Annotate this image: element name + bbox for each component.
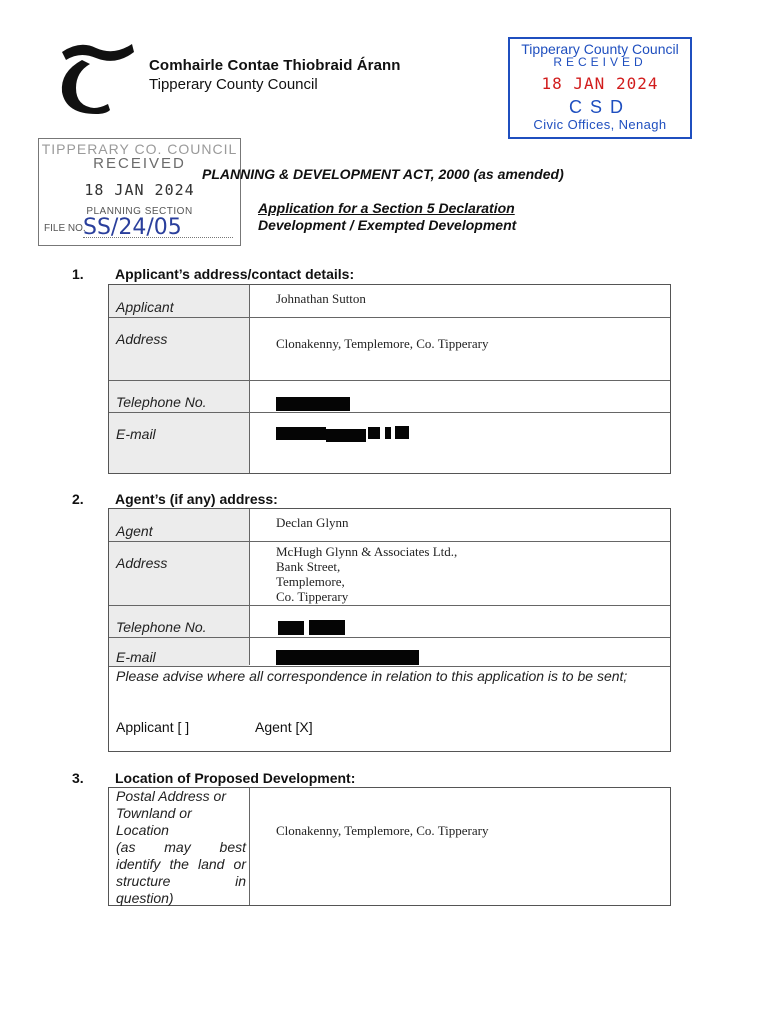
- stamp-location: Civic Offices, Nenagh: [533, 117, 667, 132]
- stamp-file-label: FILE NO.: [44, 223, 86, 234]
- council-name-irish: Comhairle Contae Thiobraid Árann: [149, 57, 401, 74]
- email-redaction: [395, 426, 409, 439]
- applicant-details-table: [108, 284, 671, 474]
- location-label-line: structure in: [116, 873, 246, 889]
- location-table: [108, 787, 671, 906]
- agent-address-label: Address: [116, 555, 168, 571]
- stamp-received: RECEIVED: [553, 55, 647, 69]
- applicant-value: Johnathan Sutton: [276, 291, 366, 306]
- agent-address-value: [276, 544, 457, 604]
- location-value: Clonakenny, Templemore, Co. Tipperary: [276, 823, 489, 838]
- stamp-org: Tipperary County Council: [521, 41, 679, 57]
- received-stamp-planning: [38, 138, 241, 246]
- received-stamp-council: [508, 37, 692, 139]
- agent-email-label: E-mail: [116, 649, 156, 665]
- section-1-title: Applicant’s address/contact details:: [115, 266, 355, 282]
- location-label-line: Location: [116, 822, 169, 838]
- section-2-number: 2.: [72, 491, 84, 507]
- email-redaction: [368, 427, 380, 439]
- application-title: Application for a Section 5 Declaration: [258, 200, 515, 216]
- section-2-title: Agent’s (if any) address:: [115, 491, 278, 507]
- option-agent[interactable]: Agent [X]: [255, 719, 313, 735]
- email-redaction: [276, 427, 326, 440]
- section-3-title: Location of Proposed Development:: [115, 770, 356, 786]
- stamp-date: 18 JAN 2024: [84, 181, 195, 199]
- address-value: Clonakenny, Templemore, Co. Tipperary: [276, 336, 489, 351]
- act-title: PLANNING & DEVELOPMENT ACT, 2000 (as amended): [202, 166, 564, 182]
- stamp-received: RECEIVED: [93, 155, 186, 172]
- agent-address-line: Bank Street,: [276, 559, 341, 574]
- stamp-section: PLANNING SECTION: [86, 206, 193, 217]
- telephone-label: Telephone No.: [116, 394, 207, 410]
- agent-address-line: Templemore,: [276, 574, 345, 589]
- applicant-label: Applicant: [116, 299, 174, 315]
- agent-value: Declan Glynn: [276, 515, 349, 530]
- council-logo-icon: [52, 38, 140, 118]
- location-label-line: (as may best: [116, 839, 246, 855]
- section-1-number: 1.: [72, 266, 84, 282]
- option-applicant[interactable]: Applicant [ ]: [116, 719, 190, 735]
- agent-label: Agent: [116, 523, 153, 539]
- application-subtitle: Development / Exempted Development: [258, 217, 517, 233]
- email-label: E-mail: [116, 426, 156, 442]
- agent-details-table: [108, 508, 671, 752]
- address-label: Address: [116, 331, 168, 347]
- agent-address-line: McHugh Glynn & Associates Ltd.,: [276, 544, 458, 559]
- location-label-line: question): [116, 890, 174, 906]
- agent-address-line: Co. Tipperary: [276, 589, 349, 604]
- section-3-number: 3.: [72, 770, 84, 786]
- stamp-org: TIPPERARY CO. COUNCIL: [41, 141, 238, 157]
- correspondence-instruction: Please advise where all correspondence in relation to this application is to be sent;: [116, 668, 628, 684]
- location-label-line: Postal Address or: [116, 788, 226, 804]
- agent-email-redaction: [276, 650, 419, 665]
- telephone-redaction: [276, 397, 350, 411]
- location-label: [116, 788, 246, 907]
- agent-telephone-redaction: [278, 621, 304, 635]
- email-redaction: [385, 427, 391, 439]
- council-name-english: Tipperary County Council: [149, 76, 318, 93]
- location-label-line: Townland or: [116, 805, 192, 821]
- location-label-line: identify the land or: [116, 856, 246, 872]
- agent-telephone-redaction: [309, 620, 345, 635]
- stamp-dept: CSD: [568, 97, 631, 117]
- agent-telephone-label: Telephone No.: [116, 619, 207, 635]
- email-redaction: [326, 429, 366, 442]
- stamp-file-dots: [83, 237, 233, 238]
- stamp-file-number: SS/24/05: [83, 215, 182, 240]
- stamp-date: 18 JAN 2024: [541, 74, 659, 93]
